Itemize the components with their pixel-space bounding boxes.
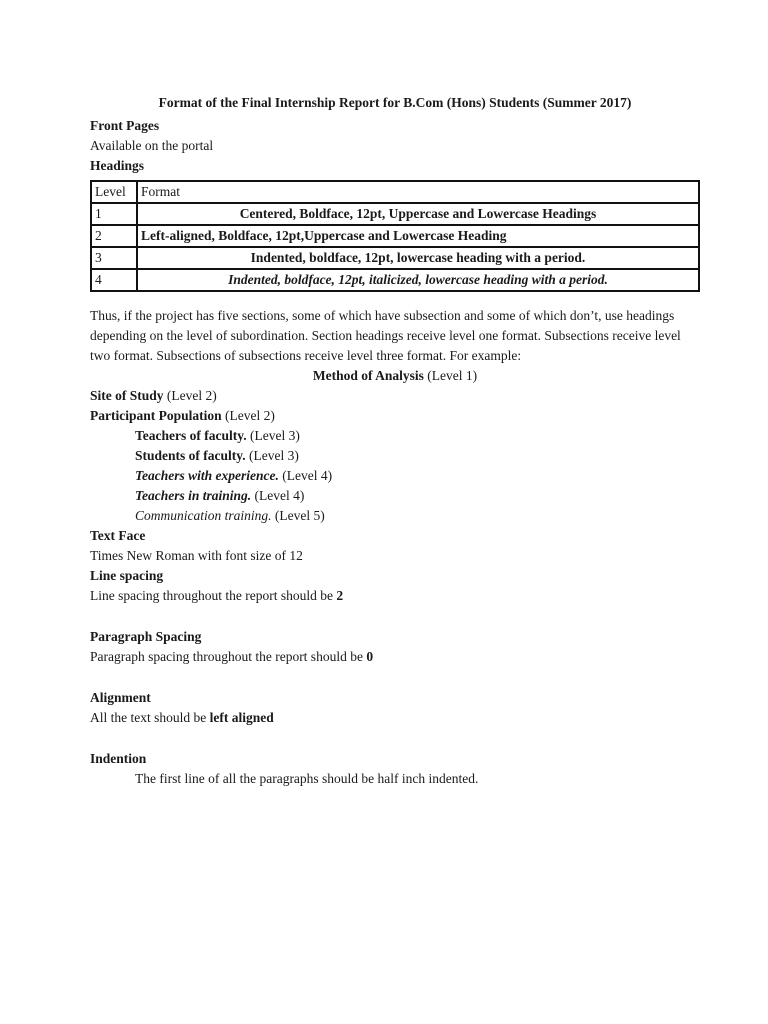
front-pages-text: Available on the portal: [90, 138, 214, 153]
format-cell: Centered, Boldface, 12pt, Uppercase and Lowercase Headings: [137, 203, 699, 225]
example-heading-text: Participant Population: [90, 408, 222, 423]
front-pages-heading: Front Pages: [90, 118, 160, 133]
spacer: [90, 667, 700, 688]
level-cell: 3: [91, 247, 137, 269]
example-level-3: [90, 426, 700, 446]
paragraph-spacing-heading: Paragraph Spacing: [90, 629, 202, 644]
alignment-heading: Alignment: [90, 690, 151, 705]
example-heading-text: Teachers of faculty.: [135, 428, 247, 443]
format-cell: Left-aligned, Boldface, 12pt,Uppercase and Lowercase Heading: [137, 225, 699, 247]
example-level-tag: (Level 4): [282, 468, 333, 483]
example-level-2: [90, 386, 700, 406]
alignment-sentence: All the text should be: [90, 710, 207, 725]
example-level-tag: (Level 3): [250, 428, 300, 443]
line-spacing-sentence: Line spacing throughout the report should be: [90, 588, 333, 603]
paragraph-spacing-value: 0: [366, 649, 374, 664]
example-level-4: [90, 486, 700, 506]
level-cell: 4: [91, 269, 137, 291]
table-row: [91, 247, 699, 269]
example-heading-text: Teachers with experience.: [135, 468, 279, 483]
table-row: [91, 203, 699, 225]
table-row: [91, 225, 699, 247]
text-face-text: Times New Roman with font size of 12: [90, 548, 303, 563]
table-header-row: [91, 181, 699, 203]
line-spacing-value: 2: [336, 588, 344, 603]
indention-text: The first line of all the paragraphs should be half inch indented.: [135, 771, 479, 786]
alignment-text: [90, 708, 700, 728]
example-heading-text: Communication training.: [135, 508, 272, 523]
column-header-format: Format: [137, 181, 699, 203]
example-level-5: [90, 506, 700, 526]
line-spacing-text: [90, 586, 700, 606]
example-level-tag: (Level 4): [254, 488, 305, 503]
spacer: [90, 606, 700, 627]
explanation-paragraph: Thus, if the project has five sections, some of which have subsection and some of which don’t, use headings depending on the level of subordination. Section headings receive level one format. Subsections receive level two format. Subsections of subsections receive level three format. For example:: [90, 308, 681, 363]
alignment-value: left aligned: [209, 710, 274, 725]
example-heading-text: Teachers in training.: [135, 488, 252, 503]
column-header-level: Level: [91, 181, 137, 203]
indention-heading: Indention: [90, 751, 147, 766]
table-row: [91, 269, 699, 291]
example-heading-text: Site of Study: [90, 388, 164, 403]
document-title: Format of the Final Internship Report for B.Com (Hons) Students (Summer 2017): [158, 95, 632, 110]
example-level-1: [90, 366, 700, 386]
example-level-tag: (Level 1): [427, 368, 478, 383]
headings-heading: Headings: [90, 158, 145, 173]
text-face-heading: Text Face: [90, 528, 146, 543]
example-level-tag: (Level 2): [166, 388, 217, 403]
example-level-tag: (Level 2): [225, 408, 275, 423]
example-level-4: [90, 466, 700, 486]
level-cell: 2: [91, 225, 137, 247]
paragraph-spacing-text: [90, 647, 700, 667]
spacer: [90, 728, 700, 749]
example-level-tag: (Level 5): [274, 508, 325, 523]
example-heading-text: Students of faculty.: [135, 448, 246, 463]
example-level-3: [90, 446, 700, 466]
format-cell: Indented, boldface, 12pt, italicized, lowercase heading with a period.: [137, 269, 699, 291]
paragraph-spacing-sentence: Paragraph spacing throughout the report should be: [90, 649, 363, 664]
example-heading-text: Method of Analysis: [312, 368, 424, 383]
example-level-tag: (Level 3): [249, 448, 299, 463]
level-cell: 1: [91, 203, 137, 225]
line-spacing-heading: Line spacing: [90, 568, 164, 583]
format-cell: Indented, boldface, 12pt, lowercase heading with a period.: [137, 247, 699, 269]
example-level-2: [90, 406, 700, 426]
document-page: [90, 94, 700, 789]
heading-levels-table: [90, 180, 700, 292]
